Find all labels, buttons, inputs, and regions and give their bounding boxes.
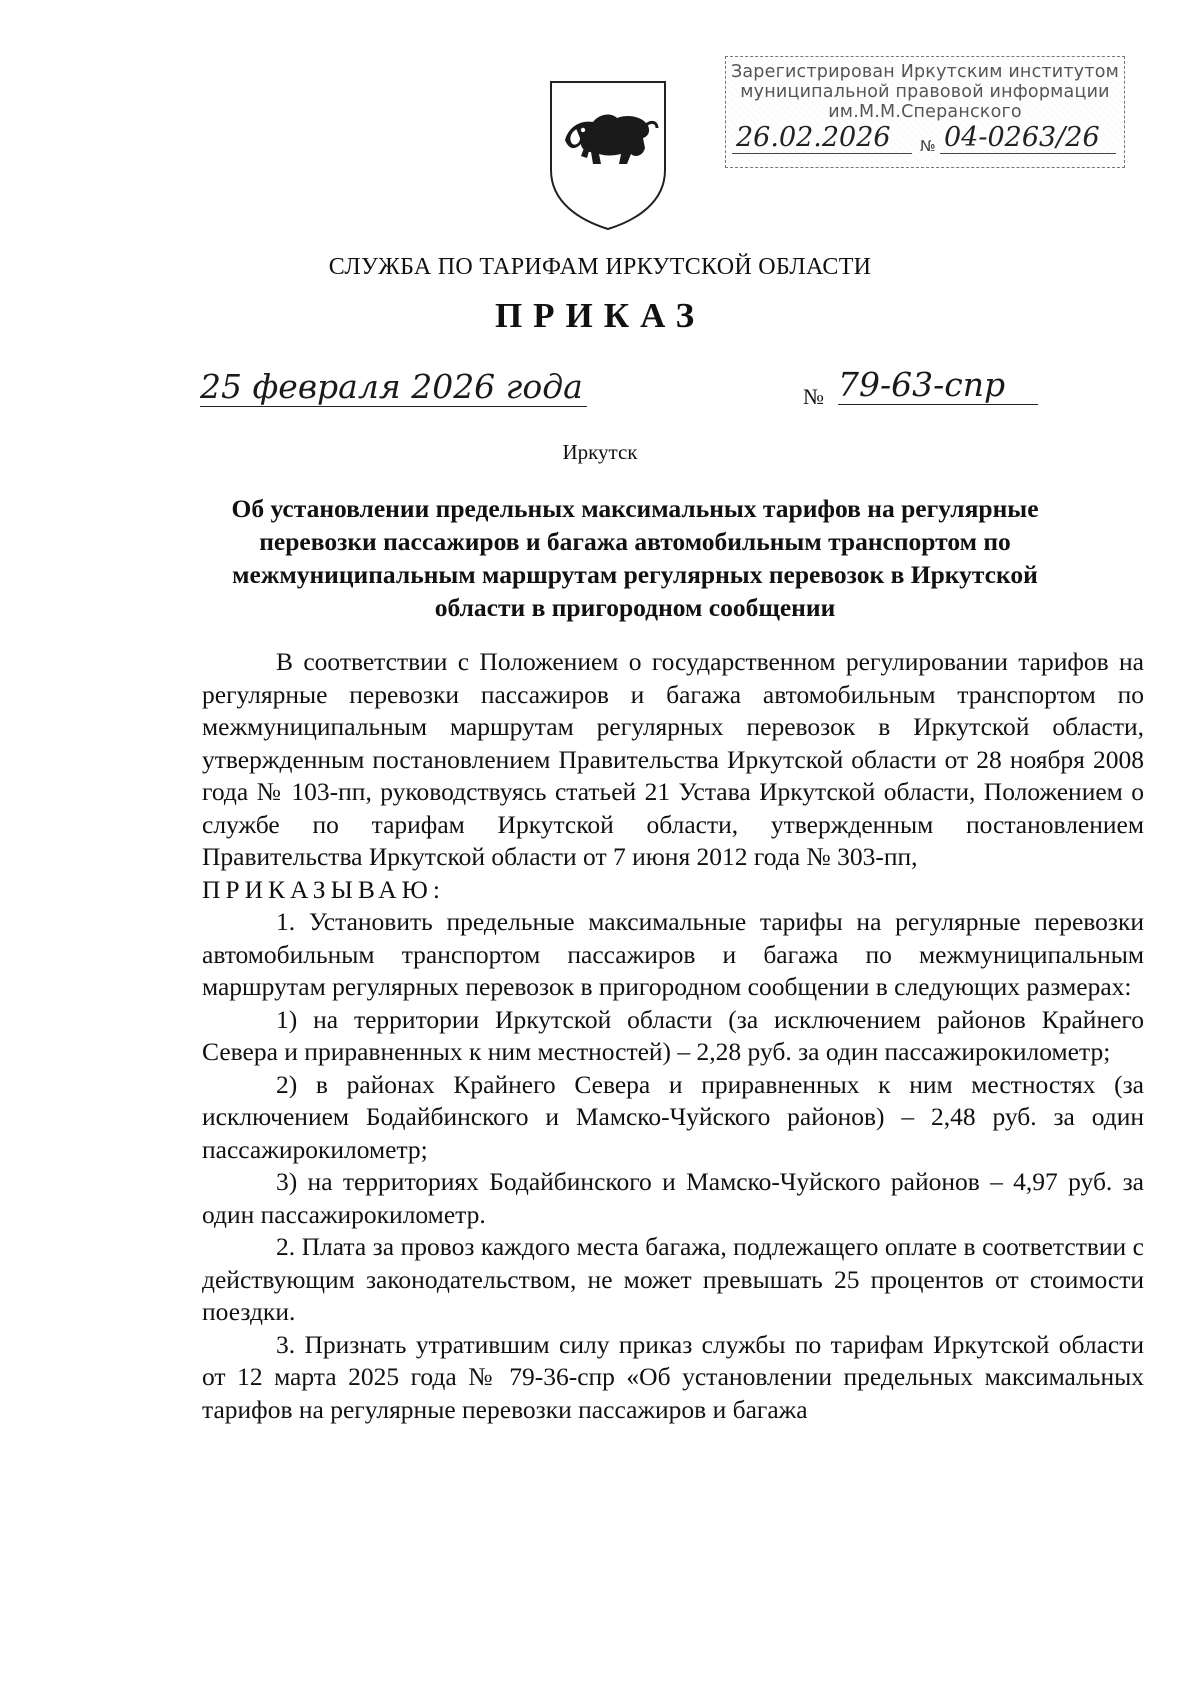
stamp-line-1: Зарегистрирован Иркутским институтом: [730, 62, 1120, 82]
item-1-paragraph: 1. Установить предельные максимальные тарифы на регулярные перевозки автомобильным транспортом пассажиров и багажа по межмуниципальным маршрутам регулярных перевозок в пригородном сообщении в следующих размерах:: [202, 907, 1144, 1001]
order-heading: Об установлении предельных максимальных тарифов на регулярные перевозки пассажиров и багажа автомобильным транспортом по межмуниципальным маршрутам регулярных перевозок в Иркутской области в пригородном сообщении: [231, 494, 1039, 622]
stamp-registration-number: 04-0263/26: [944, 122, 1100, 153]
item-2-paragraph: 2. Плата за провоз каждого места багажа, подлежащего оплате в соответствии с действующим законодательством, не может превышать 25 процентов от стоимости поездки.: [202, 1232, 1144, 1326]
registration-stamp: [725, 56, 1125, 168]
stamp-line-3: им.М.М.Сперанского: [828, 102, 1022, 122]
item-1-2-paragraph: 2) в районах Крайнего Севера и приравненных к ним местностях (за исключением Бодайбинского и Мамско-Чуйского районов) – 2,48 руб. за один пассажирокилометр;: [202, 1069, 1144, 1164]
city-of-issue: Иркутск: [562, 440, 638, 464]
item-1-3-paragraph: 3) на территориях Бодайбинского и Мамско-Чуйского районов – 4,97 руб. за один пассажирокилометр.: [202, 1167, 1144, 1229]
order-number-label: №: [803, 384, 824, 409]
stamp-registration-date: 26.02.2026: [736, 122, 891, 153]
order-body: [202, 646, 1144, 1426]
order-number-handwritten: 79-63-спр: [838, 366, 1038, 405]
order-date-handwritten: 25 февраля 2026 года: [200, 368, 587, 407]
document-type-title: ПРИКАЗ: [494, 296, 706, 335]
item-3-paragraph: 3. Признать утратившим силу приказ службы по тарифам Иркутской области от 12 марта 2025 года № 79-36-спр «Об установлении предельных максимальных тарифов на регулярные перевозки пассажиров и багажа: [202, 1329, 1144, 1424]
stamp-registration-row: [732, 122, 1118, 159]
item-1-1-paragraph: 1) на территории Иркутской области (за исключением районов Крайнего Севера и приравненных к ним местностей) – 2,28 руб. за один пассажирокилометр;: [202, 1004, 1144, 1066]
stamp-line-2: муниципальной правовой информации: [740, 82, 1110, 102]
stamp-number-label: №: [920, 137, 936, 155]
order-directive-word: ПРИКАЗЫВАЮ:: [202, 874, 445, 904]
issuing-authority: СЛУЖБА ПО ТАРИФАМ ИРКУТСКОЙ ОБЛАСТИ: [328, 254, 872, 280]
coat-of-arms-emblem: [547, 78, 669, 233]
preamble-paragraph: В соответствии с Положением о государственном регулировании тарифов на регулярные перевозки пассажиров и багажа автомобильным транспортом по межмуниципальным маршрутам регулярных перевозок в Иркутской области, утвержденным постановлением Правительства Иркутской области от 28 ноября 2008 года № 103-пп, руководствуясь статьей 21 Устава Иркутской области, Положением о службе по тарифам Иркутской области, утвержденным постановлением Правительства Иркутской области от 7 июня 2012 года № 303-пп,: [202, 647, 1144, 871]
stamp-date-underline: [732, 153, 912, 154]
stamp-number-underline: [940, 153, 1116, 154]
